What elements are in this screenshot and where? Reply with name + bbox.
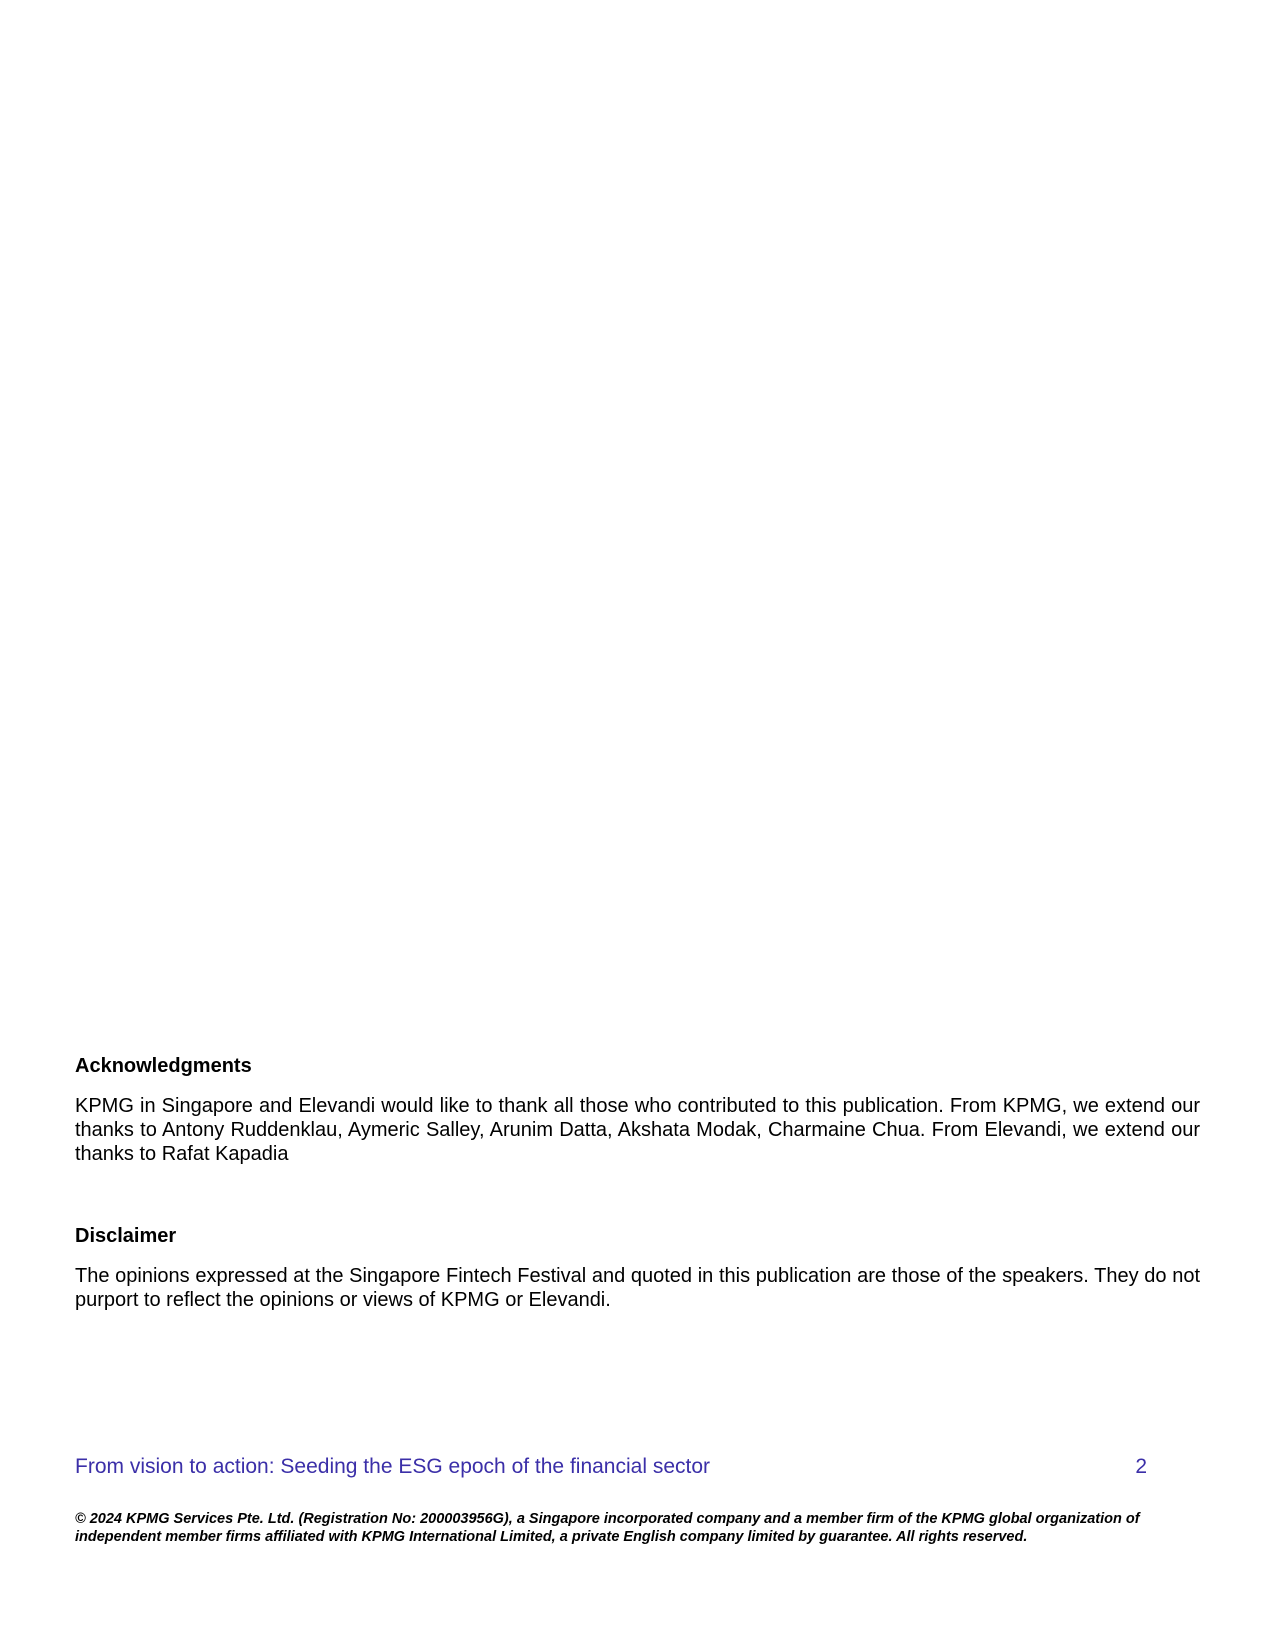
acknowledgments-body: KPMG in Singapore and Elevandi would like to thank all those who contributed to this publication. From KPMG, we extend our thanks to Antony Ruddenklau, Aymeric Salley, Arunim Datta, Akshata Modak, Charmaine Chua. From Elevandi, we extend our thanks to Rafat Kapadia [75, 1095, 1200, 1165]
disclaimer-heading: Disclaimer [75, 1225, 177, 1247]
page-number: 2 [1135, 1455, 1147, 1478]
footer-document-title: From vision to action: Seeding the ESG epoch of the financial sector [75, 1455, 711, 1478]
disclaimer-body: The opinions expressed at the Singapore Fintech Festival and quoted in this publication are those of the speakers. They do not purport to reflect the opinions or views of KPMG or Elevandi. [75, 1265, 1200, 1311]
disclaimer-section [75, 1224, 1200, 1312]
acknowledgments-heading: Acknowledgments [75, 1055, 252, 1077]
copyright-notice: © 2024 KPMG Services Pte. Ltd. (Registration No: 200003956G), a Singapore incorporated company and a member firm of the KPMG global organization of independent member firms affiliated with KPMG International Limited, a private English company limited by guarantee. All rights reserved. [75, 1511, 1140, 1545]
acknowledgments-section [75, 1054, 1200, 1166]
